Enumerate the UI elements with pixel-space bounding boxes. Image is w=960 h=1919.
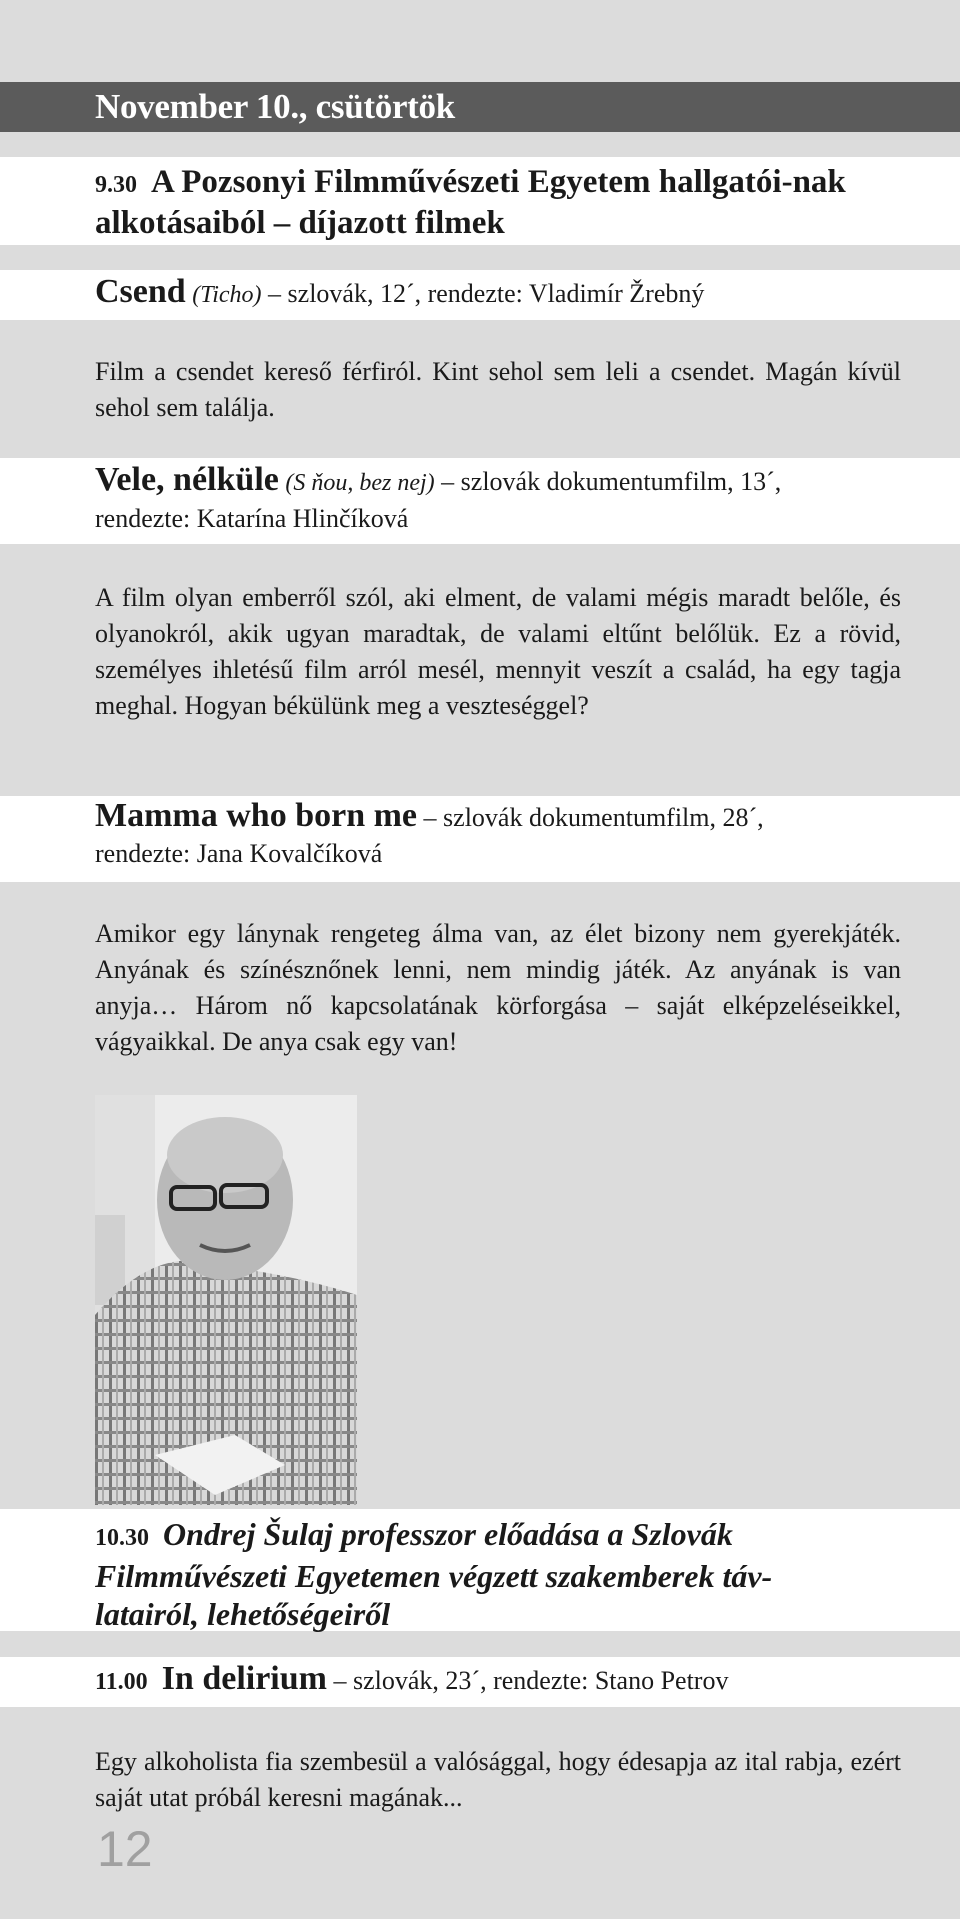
page-number: 12: [97, 1821, 153, 1877]
session-header-930: [0, 157, 960, 245]
film-title: In delirium: [161, 1660, 327, 1697]
film-info: – szlovák dokumentumfilm, 13´, rendezte: Katarína Hlinčíková: [95, 467, 782, 533]
film-info: – szlovák dokumentumfilm, 28´, rendezte: Jana Kovalčíková: [95, 803, 764, 868]
film-original-title: (S ňou, bez nej): [285, 470, 435, 496]
speaker-photo: [95, 1095, 357, 1505]
session-title: Ondrej Šulaj professzor előadása a Szlovák Filmművészeti Egyetemen végzett szakemberek táv-latairól, lehetőségeiről: [95, 1516, 773, 1632]
film-description: Egy alkoholista fia szembesül a valósággal, hogy édesapja az ital rabja, ezért saját utat próbál keresni magának...: [95, 1747, 901, 1812]
film-description: Amikor egy lánynak rengeteg álma van, az élet bizony nem gyerekjáték. Anyának és színésznőnek lenni, nem mindig játék. Az anyának is van anyja… Három nő kapcsolatának körforgása – saját elképzeléseikkel, vágyaikkal. De anya csak egy van!: [95, 919, 901, 1056]
film-header-mamma: [0, 796, 960, 882]
film-description: A film olyan emberről szól, aki elment, de valami mégis maradt belőle, és olyanokról, akik ugyan maradtak, de valami eltűnt belőlük. Ez a rövid, személyes ihletésű film arról mesél, mennyit veszít a család, ha egy tagja meghal. Hogyan békülünk meg a veszteséggel?: [95, 583, 901, 720]
session-time: 11.00: [95, 1669, 148, 1695]
session-title: A Pozsonyi Filmművészeti Egyetem hallgatói-nak alkotásaiból – díjazott filmek: [95, 164, 846, 241]
film-original-title: (Ticho): [192, 282, 262, 308]
date-header: November 10., csütörtök: [0, 82, 960, 132]
session-time: 10.30: [95, 1525, 149, 1551]
film-title: Vele, nélküle: [95, 461, 279, 498]
session-time: 9.30: [95, 172, 137, 198]
film-info: – szlovák, 23´, rendezte: Stano Petrov: [333, 1666, 729, 1695]
session-header-1030: [0, 1509, 960, 1631]
film-header-csend: [0, 270, 960, 320]
film-title: Mamma who born me: [95, 797, 418, 834]
film-info: – szlovák, 12´, rendezte: Vladimír Žrebný: [268, 279, 705, 308]
film-description: Film a csendet kereső férfiról. Kint sehol sem leli a csendet. Magán kívül sehol sem találja.: [95, 357, 901, 422]
film-header-vele-nelkule: [0, 458, 960, 544]
film-header-in-delirium: [0, 1657, 960, 1707]
film-title: Csend: [95, 273, 186, 310]
